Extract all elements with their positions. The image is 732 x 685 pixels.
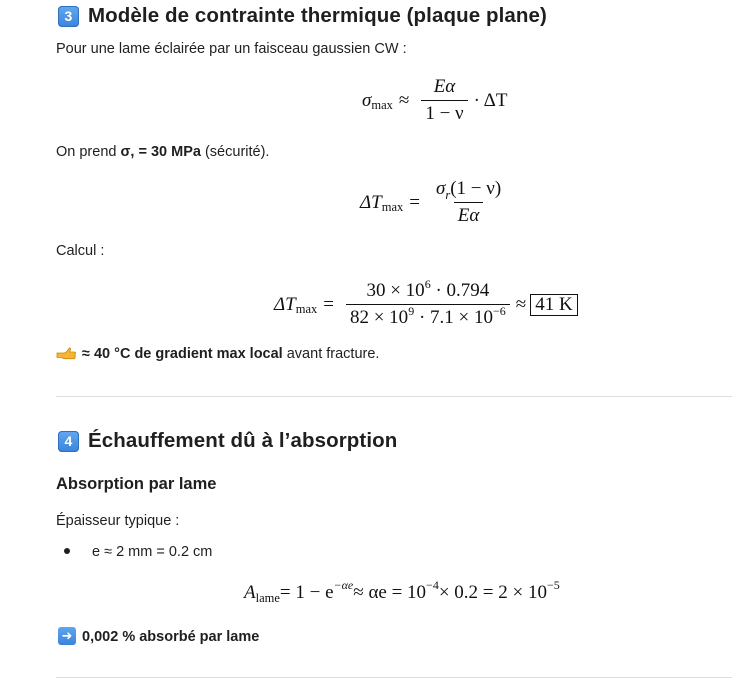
eq2-lhs-sub: max bbox=[381, 200, 404, 214]
eq1-rhs: · ΔT bbox=[473, 89, 508, 111]
section-3-title: Modèle de contrainte thermique (plaque plane) bbox=[88, 4, 547, 27]
subsection-title: Absorption par lame bbox=[56, 475, 217, 493]
eq1-lhs-sub: max bbox=[371, 98, 393, 112]
section-number-badge: 3 bbox=[58, 6, 79, 27]
result-box: 41 K bbox=[530, 294, 577, 316]
section-4-title: Échauffement dû à l’absorption bbox=[88, 429, 398, 452]
section-3-heading bbox=[58, 4, 547, 28]
right-arrow-icon: ➜ bbox=[58, 627, 76, 645]
absorption-result-text: 0,002 % absorbé par lame bbox=[82, 628, 260, 645]
eq1-numerator: Eα bbox=[433, 76, 456, 97]
eq4-part3: × 0.2 = 2 × 10 bbox=[438, 582, 547, 603]
conclusion-bold: ≈ 40 °C de gradient max local bbox=[82, 346, 283, 362]
eq3-numerator bbox=[362, 277, 493, 304]
eq4-exp: −αe bbox=[333, 577, 354, 592]
eq3-den-exp1: 9 bbox=[408, 304, 415, 318]
bottom-divider bbox=[56, 677, 732, 678]
intro-text: Pour une lame éclairée par un faisceau gaussien CW : bbox=[56, 41, 407, 57]
eq4-lhs: A bbox=[244, 582, 256, 603]
eq3-den-a: 82 × 10 bbox=[349, 307, 409, 328]
assumption-prefix: On prend bbox=[56, 144, 121, 160]
calculation-equation bbox=[274, 277, 578, 329]
eq3-den-b: · 7.1 × 10 bbox=[414, 307, 493, 328]
section-number-badge: 4 bbox=[58, 431, 79, 452]
eq2-lhs: ΔT bbox=[360, 191, 382, 213]
bullet-text: e ≈ 2 mm = 0.2 cm bbox=[92, 544, 213, 560]
eq2-sigma-sub: r bbox=[445, 188, 451, 202]
eq3-lhs: ΔT bbox=[274, 293, 296, 315]
eq4-part2: ≈ αe = 10 bbox=[353, 582, 427, 603]
eq2-num-rest: (1 − ν) bbox=[450, 178, 502, 199]
calcul-label: Calcul : bbox=[56, 243, 105, 259]
eq3-num-a: 30 × 10 bbox=[366, 280, 425, 301]
conclusion-line bbox=[56, 346, 379, 362]
eq1-approx: ≈ bbox=[398, 89, 410, 111]
bullet-item bbox=[64, 544, 212, 560]
eq1-denominator: 1 − ν bbox=[421, 100, 467, 125]
eq1-fraction bbox=[421, 76, 467, 125]
assumption-value: σ, = 30 MPa bbox=[120, 144, 201, 160]
section-4-heading bbox=[58, 429, 397, 453]
eq2-numerator bbox=[432, 178, 505, 202]
eq2-equals: = bbox=[409, 191, 420, 213]
eq4-exp3: −5 bbox=[546, 577, 560, 592]
eq3-denominator bbox=[346, 304, 510, 329]
eq1-lhs: σ bbox=[362, 89, 372, 111]
assumption-suffix: (sécurité). bbox=[200, 144, 270, 160]
pointing-hand-icon bbox=[56, 346, 76, 362]
delta-t-equation bbox=[360, 178, 511, 227]
section-divider bbox=[56, 396, 732, 397]
eq3-fraction bbox=[346, 277, 510, 329]
stress-equation bbox=[362, 76, 508, 125]
thickness-label: Épaisseur typique : bbox=[56, 513, 180, 529]
eq4-exp2: −4 bbox=[426, 577, 439, 592]
eq4-lhs-sub: lame bbox=[255, 590, 280, 605]
eq3-num-exp: 6 bbox=[424, 277, 431, 291]
absorption-equation bbox=[244, 577, 560, 605]
eq3-equals: = bbox=[323, 293, 334, 315]
eq2-sigma: σ bbox=[435, 178, 446, 199]
assumption-text bbox=[56, 144, 269, 160]
eq2-denominator: Eα bbox=[454, 202, 484, 227]
bullet-dot bbox=[64, 548, 70, 554]
eq3-approx: ≈ bbox=[515, 293, 527, 315]
conclusion-rest: avant fracture. bbox=[282, 346, 380, 362]
eq3-num-b: · 0.794 bbox=[430, 280, 490, 301]
eq2-fraction bbox=[432, 178, 505, 227]
eq4-part1: = 1 − e bbox=[279, 582, 334, 603]
absorption-result bbox=[58, 628, 259, 646]
eq3-den-exp2: −6 bbox=[492, 304, 506, 318]
eq3-lhs-sub: max bbox=[295, 302, 318, 316]
